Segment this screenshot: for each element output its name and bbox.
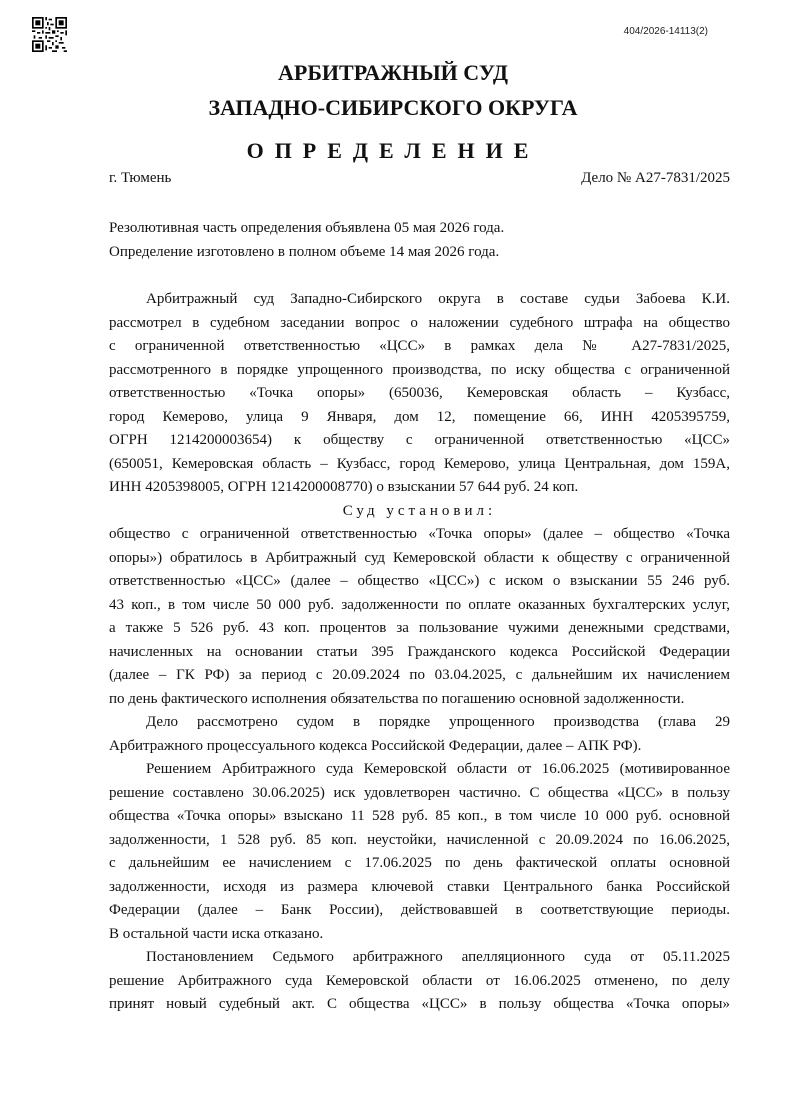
paragraph-line: Решением Арбитражного суда Кемеровской области от 16.06.2025 (мотивированное bbox=[146, 761, 730, 777]
full-text-date-line: Определение изготовлено в полном объеме 14 мая 2026 года. bbox=[109, 243, 500, 260]
paragraph-line: В остальной части иска отказано. bbox=[109, 925, 324, 942]
paragraph-line: ИНН 4205398005, ОГРН 1214200008770) о взыскании 57 644 руб. 24 коп. bbox=[109, 479, 579, 495]
paragraph-line: город Кемерово, улица 9 Января, дом 12, помещение 66, ИНН 4205395759, bbox=[109, 408, 730, 425]
court-name-line1: АРБИТРАЖНЫЙ СУД bbox=[278, 60, 508, 85]
paragraph-line: с дальнейшим ее начислением с 17.06.2025 по день фактической оплаты основной bbox=[109, 855, 730, 871]
paragraph-line: 43 коп., в том числе 50 000 руб. задолженности по оплате оказанных бухгалтерских услуг, bbox=[109, 596, 730, 613]
paragraph-line: Федерации (далее – Банк России), действовавшей в соответствующие периоды. bbox=[109, 902, 730, 918]
paragraph-line: принят новый судебный акт. С общества «ЦСС» в пользу общества «Точка опоры» bbox=[109, 996, 730, 1012]
paragraph-line: рассмотренного в порядке упрощенного производства, по иску общества с ограниченной bbox=[109, 361, 730, 378]
paragraph-line: Дело рассмотрено судом в порядке упрощенного производства (глава 29 bbox=[146, 714, 730, 730]
paragraph-line: опоры») обратилось в Арбитражный суд Кемеровской области к обществу с ограниченной bbox=[109, 549, 730, 566]
paragraph-line: (далее – ГК РФ) за период с 20.09.2024 по 03.04.2025, с дальнейшим их начислением bbox=[109, 667, 730, 683]
paragraph-line: (650051, Кемеровская область – Кузбасс, город Кемерово, улица Центральная, дом 159А, bbox=[109, 455, 730, 472]
qr-code-icon bbox=[32, 17, 67, 52]
paragraph-line: ответственностью «Точка опоры» (650036, Кемеровская область – Кузбасс, bbox=[109, 385, 730, 401]
document-type: ОПРЕДЕЛЕНИЕ bbox=[246, 138, 540, 163]
paragraph-line: решение составлено 30.06.2025) иск удовлетворен частично. С общества «ЦСС» в пользу bbox=[109, 784, 730, 801]
paragraph-line: задолженности, 1 528 руб. 85 коп. неустойки, начисленной с 20.09.2024 по 16.06.2025, bbox=[109, 831, 730, 848]
paragraph-line: задолженности, исходя из размера ключевой ставки Центрального банка Российской bbox=[109, 878, 730, 895]
document-code: 404/2026-14113(2) bbox=[623, 26, 708, 37]
court-name-line2: ЗАПАДНО-СИБИРСКОГО ОКРУГА bbox=[208, 95, 578, 120]
dates-block bbox=[109, 217, 730, 264]
paragraph-line: рассмотрел в судебном заседании вопрос о наложении судебного штрафа на общество bbox=[109, 314, 730, 331]
paragraph-line: Арбитражный суд Западно-Сибирского округа в составе судьи Забоева К.И. bbox=[146, 291, 730, 307]
paragraph-line: а также 5 526 руб. 43 коп. процентов за пользование чужими денежными средствами, bbox=[109, 620, 730, 636]
paragraph-line: Арбитражного процессуального кодекса Российской Федерации, далее – АПК РФ). bbox=[109, 737, 642, 754]
paragraph-line: ОГРН 1214200003654) к обществу с ограниченной ответственностью «ЦСС» bbox=[109, 432, 730, 448]
paragraph-line: Постановлением Седьмого арбитражного апелляционного суда от 05.11.2025 bbox=[146, 949, 730, 965]
paragraph-line: общество с ограниченной ответственностью «Точка опоры» (далее – общество «Точка bbox=[109, 526, 730, 542]
paragraph-line: начисленных на основании статьи 395 Гражданского кодекса Российской Федерации bbox=[109, 643, 730, 660]
paragraph-line: ответственностью «ЦСС» (далее – общество «ЦСС») с иском о взыскании 55 246 руб. bbox=[109, 573, 730, 589]
paragraph-line: по день фактического исполнения обязательства по погашению основной задолженности. bbox=[109, 690, 685, 707]
paragraph-line: решение Арбитражного суда Кемеровской области от 16.06.2025 отменено, по делу bbox=[109, 972, 730, 989]
resolution-date-line: Резолютивная часть определения объявлена 05 мая 2026 года. bbox=[109, 220, 505, 236]
paragraph-line: с ограниченной ответственностью «ЦСС» в рамках дела № А27-7831/2025, bbox=[109, 338, 730, 354]
section-heading: Суд установил: bbox=[342, 502, 497, 519]
intro-paragraph bbox=[109, 288, 730, 1017]
city: г. Тюмень bbox=[109, 170, 172, 186]
paragraph-line: общества «Точка опоры» взыскано 11 528 руб. 85 коп., в том числе 10 000 руб. основной bbox=[109, 808, 730, 824]
case-number: Дело № А27-7831/2025 bbox=[581, 170, 730, 186]
